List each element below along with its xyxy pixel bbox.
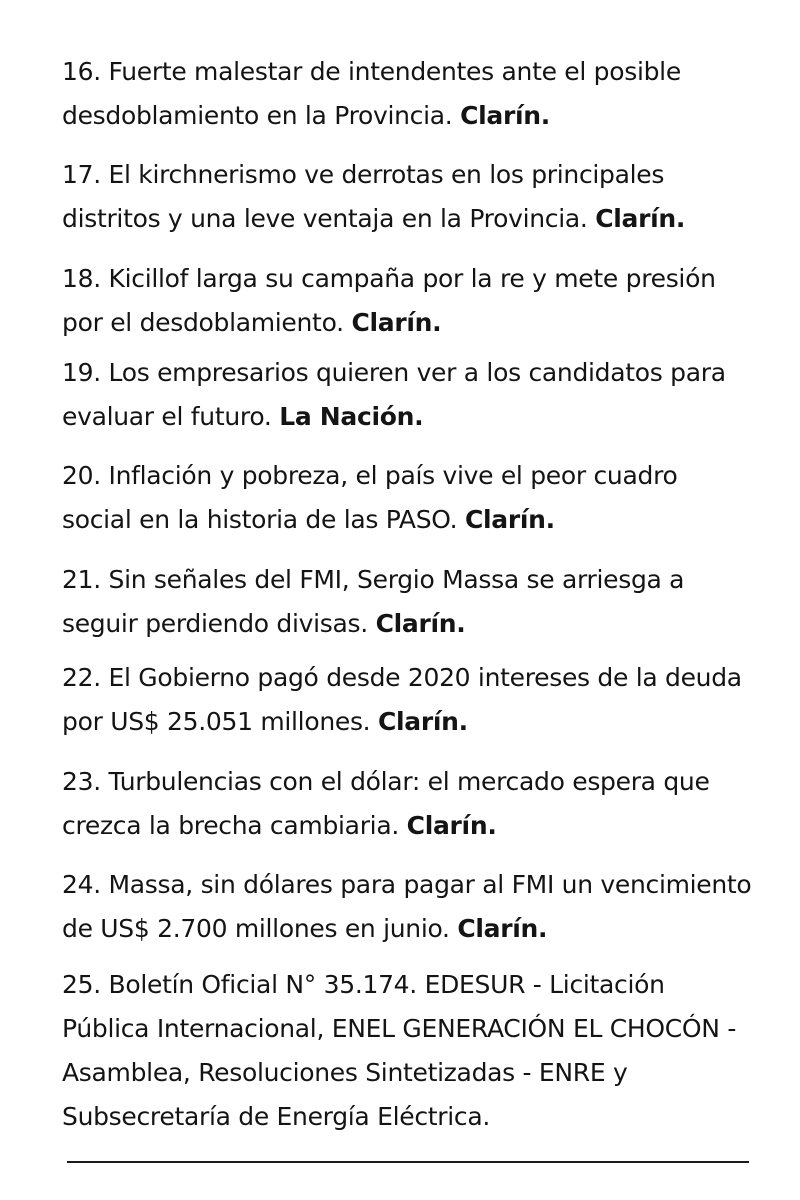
bottom-divider bbox=[67, 1161, 749, 1163]
item-source: Clarín. bbox=[464, 505, 555, 534]
item-number: 24. bbox=[62, 870, 101, 899]
item-headline: Los empresarios quieren ver a los candidatos para evaluar el futuro. bbox=[62, 358, 726, 431]
item-source: Clarín. bbox=[351, 308, 442, 337]
item-headline: Turbulencias con el dólar: el mercado espera que crezca la brecha cambiaria. bbox=[62, 767, 710, 840]
item-number: 19. bbox=[62, 358, 101, 387]
list-item-25 bbox=[62, 963, 752, 1139]
item-source: Clarín. bbox=[375, 609, 466, 638]
item-headline: Boletín Oficial N° 35.174. EDESUR - Licitación Pública Internacional, ENEL GENERACIÓN EL CHOCÓN - Asamblea, Resoluciones Sintetizadas - ENRE y Subsecretaría de Energía Eléctrica. bbox=[62, 970, 737, 1131]
item-number: 23. bbox=[62, 767, 101, 796]
item-headline: El Gobierno pagó desde 2020 intereses de la deuda por US$ 25.051 millones. bbox=[62, 663, 742, 736]
list-item-17 bbox=[62, 153, 752, 241]
item-number: 17. bbox=[62, 160, 101, 189]
item-headline: Massa, sin dólares para pagar al FMI un vencimiento de US$ 2.700 millones en junio. bbox=[62, 870, 752, 943]
item-headline: El kirchnerismo ve derrotas en los principales distritos y una leve ventaja en la Provincia. bbox=[62, 160, 665, 233]
item-number: 16. bbox=[62, 57, 101, 86]
item-number: 18. bbox=[62, 264, 101, 293]
item-number: 22. bbox=[62, 663, 101, 692]
item-headline: Kicillof larga su campaña por la re y mete presión por el desdoblamiento. bbox=[62, 264, 716, 337]
list-item-24 bbox=[62, 863, 752, 951]
item-source: Clarín. bbox=[460, 101, 550, 130]
item-number: 21. bbox=[62, 565, 101, 594]
item-number: 25. bbox=[62, 970, 101, 999]
item-number: 20. bbox=[62, 461, 101, 490]
item-source: Clarín. bbox=[457, 914, 548, 943]
list-item-21 bbox=[62, 558, 752, 646]
list-item-20 bbox=[62, 454, 752, 542]
item-source: La Nación. bbox=[279, 402, 424, 431]
list-item-22 bbox=[62, 656, 752, 744]
list-item-23 bbox=[62, 760, 752, 848]
item-source: Clarín. bbox=[595, 204, 686, 233]
item-headline: Inflación y pobreza, el país vive el peor cuadro social en la historia de las PASO. bbox=[62, 461, 678, 534]
item-headline: Sin señales del FMI, Sergio Massa se arriesga a seguir perdiendo divisas. bbox=[62, 565, 685, 638]
item-headline: Fuerte malestar de intendentes ante el posible desdoblamiento en la Provincia. bbox=[62, 57, 681, 130]
list-item-16 bbox=[62, 50, 752, 138]
item-source: Clarín. bbox=[406, 811, 497, 840]
item-source: Clarín. bbox=[377, 707, 468, 736]
list-item-18 bbox=[62, 257, 752, 345]
list-item-19 bbox=[62, 351, 752, 439]
